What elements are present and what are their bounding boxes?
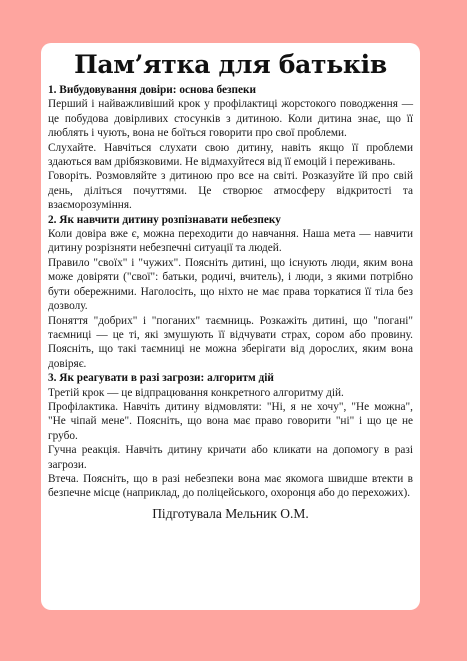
paragraph: Перший і найважливіший крок у профілактиці жорстокого поводження — це побудова довірливих стосунків з дитиною. Коли дитина знає, що її люблять і чують, вона не боїться говорити про свої проблеми.	[48, 98, 413, 140]
memo-body	[48, 83, 413, 501]
paragraph: Коли довіра вже є, можна переходити до навчання. Наша мета — навчити дитину розрізняти небезпечні ситуації та людей.	[48, 228, 413, 255]
section-heading: 1. Вибудовування довіри: основа безпеки	[48, 84, 257, 96]
paragraph: Поняття "добрих" і "поганих" таємниць. Розкажіть дитині, що "погані" таємниці — це ті, які змушують її відчувати страх, сором або провину. Поясніть, що такі таємниці не можна зберігати від дорослих, яким вона довіряє.	[48, 314, 413, 370]
page-title: Пам’ятка для батьків	[74, 50, 387, 79]
section-heading: 2. Як навчити дитину розпізнавати небезпеку	[48, 213, 281, 226]
paragraph: Втеча. Поясніть, що в разі небезпеки вона має якомога швидше втекти в безпечне місце (наприклад, до поліцейського, охоронця або до перехожих).	[48, 472, 413, 500]
author-signature: Підготувала Мельник О.М.	[152, 505, 309, 521]
paragraph: Профілактика. Навчіть дитину відмовляти: "Ні, я не хочу", "Не можна", "Не чіпай мене". Поясніть, що вона має право говорити "ні" і що це не грубо.	[48, 400, 413, 442]
section-action-algorithm	[48, 371, 413, 501]
memo-card	[41, 43, 420, 610]
section-trust	[48, 83, 413, 213]
paragraph: Гучна реакція. Навчіть дитину кричати або кликати на допомогу в разі загрози.	[48, 444, 413, 471]
paragraph: Говоріть. Розмовляйте з дитиною про все на світі. Розказуйте їй про свій день, діліться почуттями. Це створює атмосферу відкритості та взаєморозуміння.	[48, 170, 413, 212]
paragraph: Правило "своїх" і "чужих". Поясніть дитині, що існують люди, яким вона може довіряти ("свої": батьки, родичі, вчитель), і люди, з якими потрібно бути обережними. Наголосіть, що ніхто не має права торкатися її тіла без дозволу.	[48, 256, 413, 313]
paragraph: Третій крок — це відпрацювання конкретного алгоритму дій.	[48, 386, 344, 399]
section-danger-recognition	[48, 213, 413, 371]
section-heading: 3. Як реагувати в разі загрози: алгоритм дій	[48, 372, 274, 385]
paragraph: Слухайте. Навчіться слухати свою дитину, навіть якщо її проблеми здаються вам дрібязковими. Не відмахуйтеся від її емоцій і переживань.	[48, 141, 413, 169]
